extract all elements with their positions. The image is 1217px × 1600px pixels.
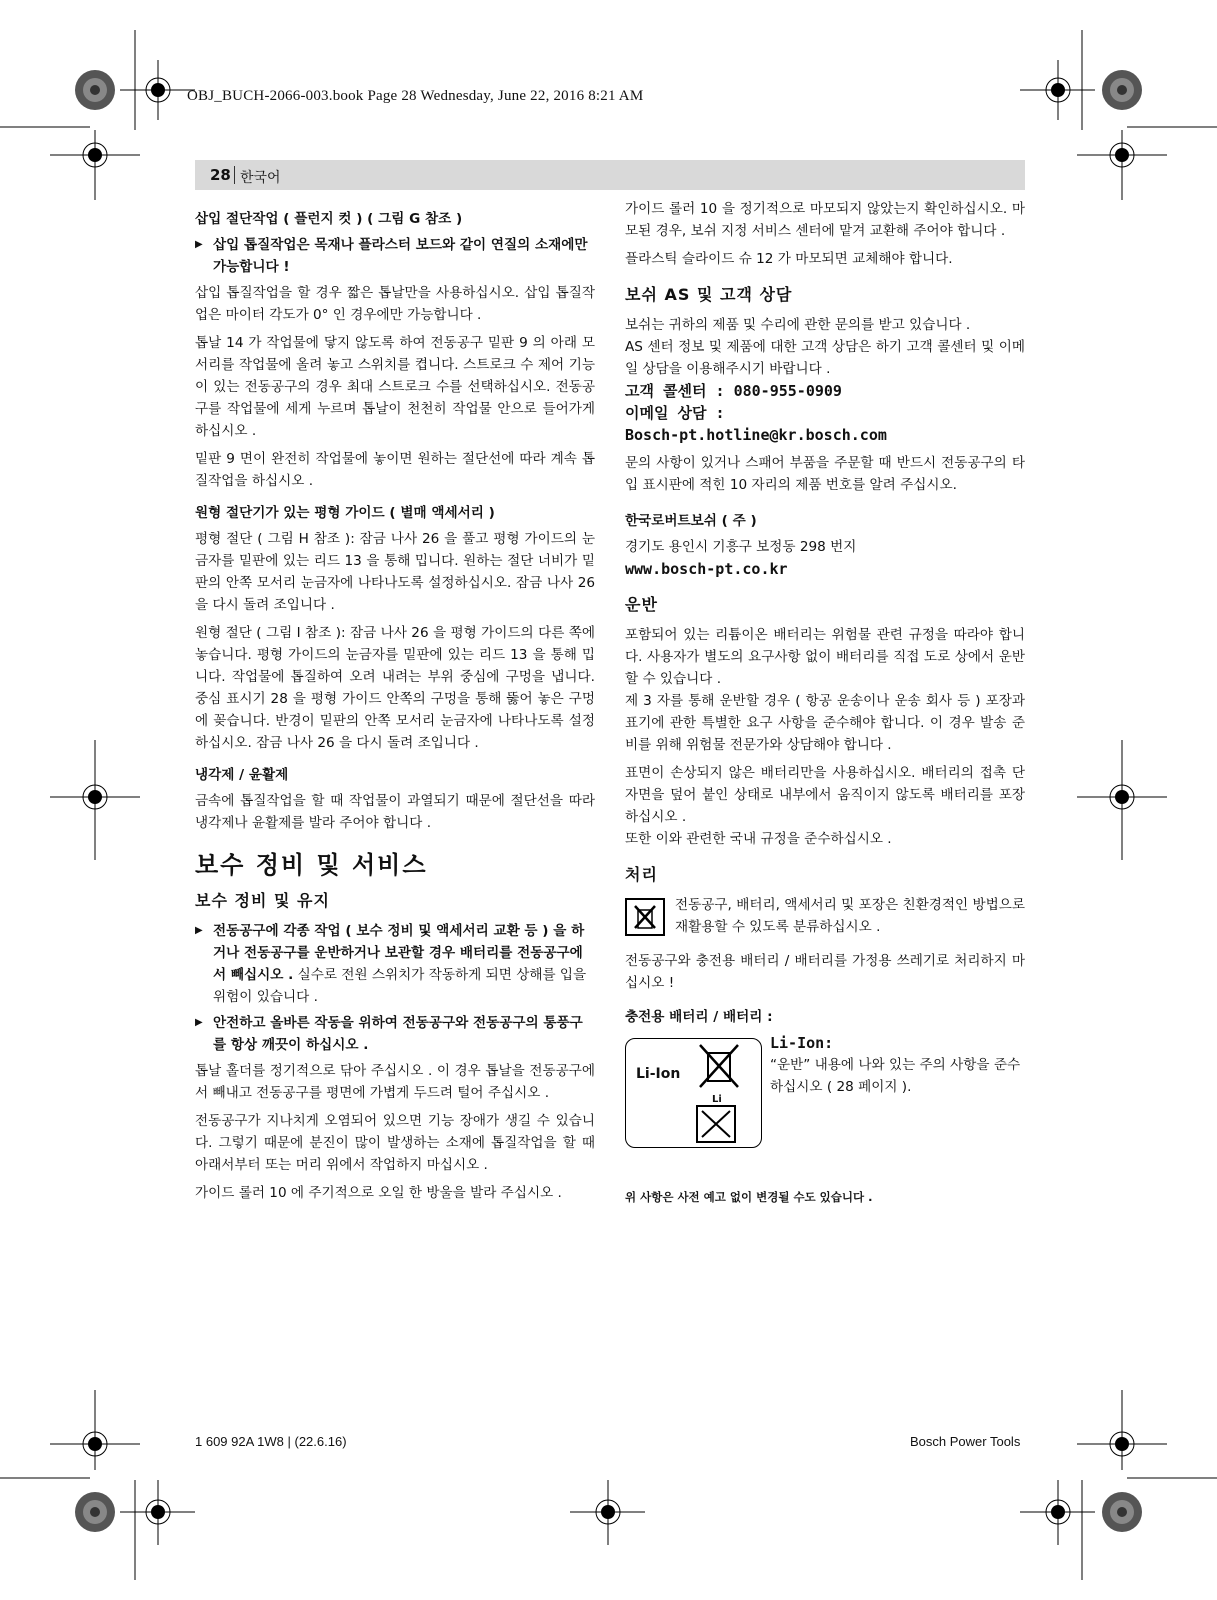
- paragraph: 표면이 손상되지 않은 배터리만을 사용하십시오. 배터리의 접촉 단자면을 덮어 붙인 상태로 내부에서 움직이지 않도록 배터리를 포장하십시오 .: [625, 765, 1025, 825]
- email-address[interactable]: Bosch-pt.hotline@kr.bosch.com: [625, 426, 887, 444]
- paragraph: 전동공구가 지나치게 오염되어 있으면 기능 장애가 생길 수 있습니다. 그렇기 때문에 분진이 많이 발생하는 소재에 톱질작업을 할 때 아래서부터 또는 머리 위에서 작업하지 마십시오 .: [195, 1113, 595, 1173]
- section-title-disposal: 처리: [625, 865, 658, 884]
- call-center: 고객 콜센터 : 080-955-0909: [625, 382, 842, 400]
- section-title-parallel-guide: 원형 절단기가 있는 평형 가이드 ( 별매 액세서리 ): [195, 505, 495, 521]
- paragraph: 톱날 홀더를 정기적으로 닦아 주십시오 . 이 경우 톱날을 전동공구에서 빼내고 전동공구를 평면에 가볍게 두드려 털어 주십시오 .: [195, 1063, 595, 1101]
- page-language: 한국어: [240, 170, 281, 186]
- company-name: 한국로버트보쉬 ( 주 ): [625, 513, 757, 529]
- li-label: Li: [712, 1094, 722, 1105]
- section-title-maintenance-care: 보수 정비 및 유지: [195, 891, 330, 910]
- crossed-bin-icon: [694, 1041, 744, 1093]
- left-column: [195, 198, 595, 1210]
- email-label: 이메일 상담 :: [625, 404, 725, 422]
- paragraph: 문의 사항이 있거나 스패어 부품을 주문할 때 반드시 전동공구의 타입 표시판에 적힌 10 자리의 제품 번호를 알려 주십시오.: [625, 455, 1025, 493]
- liion-note: [770, 1032, 1025, 1098]
- chapter-title-maintenance: 보수 정비 및 서비스: [195, 851, 428, 879]
- section-title-after-sales: 보쉬 AS 및 고객 상담: [625, 285, 793, 304]
- company-website[interactable]: www.bosch-pt.co.kr: [625, 560, 788, 578]
- bullet-keep-clean: ▶ 안전하고 올바른 작동을 위하여 전동공구와 전동공구의 통풍구를 항상 깨끗이 하십시오 .: [195, 1012, 595, 1056]
- paragraph: 가이드 롤러 10 에 주기적으로 오일 한 방울을 발라 주십시오 .: [195, 1185, 562, 1201]
- section-title-transport: 운반: [625, 595, 658, 614]
- recycle-bin-icon: [625, 898, 665, 936]
- page-number: 28: [210, 166, 231, 184]
- disposal-block: [625, 894, 1025, 944]
- liion-text: “운반” 내용에 나와 있는 주의 사항을 준수하십시오 ( 28 페이지 ).: [770, 1057, 1021, 1095]
- battery-block: [625, 1032, 1025, 1152]
- company-address: 경기도 용인시 기흥구 보정동 298 번지: [625, 539, 857, 555]
- bullet-bold-text: 전동공구에 각종 작업 ( 보수 정비 및 액세서리 교환 등 ) 을 하거나 전동공구를 운반하거나 보관할 경우 배터리를 전동공구에서 빼십시오 .: [213, 923, 585, 983]
- paragraph: 포함되어 있는 리튬이온 배터리는 위험물 관련 규정을 따라야 합니다. 사용자가 별도의 요구사항 없이 배터리를 직접 도로 상에서 운반할 수 있습니다 .: [625, 627, 1025, 687]
- section-title-plunge-cut: 삽입 절단작업 ( 플런지 컷 ) ( 그림 G 참조 ): [195, 211, 463, 227]
- bullet-remove-battery: [195, 920, 595, 1008]
- paragraph: 금속에 톱질작업을 할 때 작업물이 과열되기 때문에 절단선을 따라 냉각제나 윤활제를 발라 주어야 합니다 .: [195, 793, 595, 831]
- bullet-rest-text: 실수로 전원 스위치가 작동하게 되면 상해를 입을 위험이 있습니다 .: [213, 967, 587, 1005]
- paragraph: 평형 절단 ( 그림 H 참조 ): 잠금 나사 26 을 풀고 평형 가이드의 눈금자를 밑판에 있는 리드 13 을 통해 밉니다. 원하는 절단 너비가 밑판의 안쪽 모서리 눈금자에 나타나도록 설정하십시오. 잠금 나사 26 을 다시 돌려 조입니다 .: [195, 531, 595, 613]
- liion-heading: Li-Ion:: [770, 1034, 834, 1052]
- paragraph: 원형 절단 ( 그림 I 참조 ): 잠금 나사 26 을 평형 가이드의 다른 쪽에 놓습니다. 평형 가이드의 눈금자를 밑판에 있는 리드 13 을 통해 밉니다. 작업물에 톱질하여 오려 내려는 부위 중심에 구멍을 냅니다. 중심 표시기 28 을 평형 가이드 안쪽의 구멍을 통해 뚫어 놓은 구멍에 꽂습니다. 반경이 밑판의 안쪽 모서리 눈금자에 나타나도록 설정하십시오. 잠금 나사 26 을 다시 돌려 조입니다 .: [195, 625, 595, 751]
- paragraph: 톱날 14 가 작업물에 닿지 않도록 하여 전동공구 밑판 9 의 아래 모서리를 작업물에 올려 놓고 스위치를 켭니다. 스트로크 수 제어 기능이 있는 전동공구의 경우 최대 스트로크 수를 선택하십시오. 전동공구를 작업물에 세게 누르며 톱날이 천천히 작업물 안으로 들어가게 하십시오 .: [195, 335, 595, 439]
- footer-right: Bosch Power Tools: [910, 1434, 1021, 1449]
- change-notice: 위 사항은 사전 예고 없이 변경될 수도 있습니다 .: [625, 1190, 873, 1204]
- section-title-coolant: 냉각제 / 윤활제: [195, 767, 289, 783]
- print-slug: OBJ_BUCH-2066-003.book Page 28 Wednesday, June 22, 2016 8:21 AM: [187, 88, 644, 104]
- paragraph: 보쉬는 귀하의 제품 및 수리에 관한 문의를 받고 있습니다 .: [625, 317, 971, 333]
- paragraph: 제 3 자를 통해 운반할 경우 ( 항공 운송이나 운송 회사 등 ) 포장과 표기에 관한 특별한 요구 사항을 준수해야 합니다. 이 경우 발송 준비를 위해 위험물 전문가와 상담해야 합니다 .: [625, 693, 1025, 753]
- paragraph: 밑판 9 면이 완전히 작업물에 놓이면 원하는 절단선에 따라 계속 톱질작업을 하십시오 .: [195, 451, 595, 489]
- bullet-plunge-note: ▶ 삽입 톱질작업은 목재나 플라스터 보드와 같이 연질의 소재에만 가능합니다 !: [195, 234, 595, 278]
- paragraph: AS 센터 정보 및 제품에 대한 고객 상담은 하기 고객 콜센터 및 이메일 상담을 이용해주시기 바랍니다 .: [625, 339, 1025, 377]
- paragraph: 또한 이와 관련한 국내 규정을 준수하십시오 .: [625, 831, 892, 847]
- battery-recycle-icon: [696, 1105, 736, 1143]
- paragraph: 삽입 톱질작업을 할 경우 짧은 톱날만을 사용하십시오. 삽입 톱질작업은 마이터 각도가 0° 인 경우에만 가능합니다 .: [195, 285, 595, 323]
- battery-symbol-frame: [625, 1038, 762, 1148]
- paragraph: 전동공구와 충전용 배터리 / 배터리를 가정용 쓰레기로 처리하지 마십시오 !: [625, 953, 1025, 991]
- right-column: [625, 198, 1025, 1208]
- footer-left: 1 609 92A 1W8 | (22.6.16): [195, 1434, 347, 1449]
- paragraph: 가이드 롤러 10 을 정기적으로 마모되지 않았는지 확인하십시오. 마모된 경우, 보쉬 지정 서비스 센터에 맡겨 교환해 주어야 합니다 .: [625, 201, 1025, 239]
- paragraph: 전동공구, 배터리, 액세서리 및 포장은 친환경적인 방법으로 재활용할 수 있도록 분류하십시오 .: [675, 897, 1025, 935]
- header-separator: [234, 166, 235, 184]
- liion-box-label: Li-Ion: [636, 1066, 681, 1082]
- page-header-bar: [195, 160, 1025, 190]
- paragraph: 플라스틱 슬라이드 슈 12 가 마모되면 교체해야 합니다.: [625, 251, 953, 267]
- battery-title: 충전용 배터리 / 배터리 :: [625, 1009, 773, 1025]
